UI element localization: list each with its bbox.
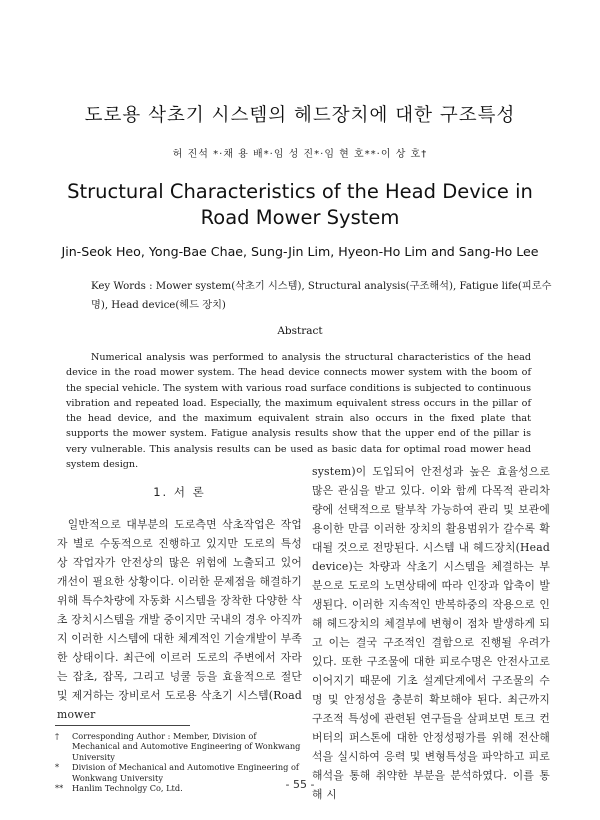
right-column bbox=[312, 462, 550, 804]
footnote-divider bbox=[55, 725, 190, 726]
english-title: Structural Characteristics of the Head Device in Road Mower System bbox=[67, 180, 533, 229]
abstract-body: Numerical analysis was performed to analysis the structural characteristics of the head device in the road mower system. The head device connects mower system with the boom of the special vehicle. The system with various road surface conditions is subjected to continuous vibration and repeated load. Especially, the maximum equivalent stress occurs in the pillar of the head device, and the maximum equivalent strain also occurs in the fixed plate that supports the mower system. Fatigue analysis results show that the upper end of the pillar is very vulnerable. This analysis results can be used as basic data for optimal road mower head system design. bbox=[66, 352, 531, 471]
keywords: Key Words : Mower system(삭초기 시스템), Structural analysis(구조해석), Fatigue life(피로수명), Head device(헤드 장치) bbox=[91, 281, 552, 311]
left-column-text: 일반적으로 대부분의 도로측면 삭초작업은 작업자 별로 수동적으로 진행하고 있지만 도로의 특성 상 작업자가 안전상의 많은 위험에 노출되고 있어 개선이 필요한 상황이다. 이러한 문제점을 해결하기 위해 특수차량에 자동화 시스템을 장착한 다양한 삭초 장치시스템을 개발 중이지만 국내의 경우 아직까지 이러한 시스템에 대한 체계적인 기술개발이 부족한 상태이다. 최근에 이르러 도로의 주변에서 자라는 잡초, 잡목, 그리고 넝쿨 등을 효율적으로 절단 및 제거하는 장비로서 도로용 삭초기 시스템(Road mower bbox=[57, 518, 303, 721]
korean-authors: 허 진석 *·채 용 배*·임 성 진*·임 현 호**·이 상 호† bbox=[172, 149, 428, 160]
english-authors: Jin-Seok Heo, Yong-Bae Chae, Sung-Jin Lim, Hyeon-Ho Lim and Sang-Ho Lee bbox=[61, 244, 539, 259]
footnote-text: Hanlim Technolgy Co, Ltd. bbox=[72, 783, 183, 794]
korean-title: 도로용 삭초기 시스템의 헤드장치에 대한 구조특성 bbox=[84, 105, 516, 126]
footnote-text: Corresponding Author : Member, Division of Mechanical and Automotive Engineering of Wonkwang University bbox=[72, 731, 301, 762]
page-number: - 55 - bbox=[285, 778, 315, 791]
footnote-mark: † bbox=[55, 731, 60, 741]
footnote-mark: * bbox=[55, 762, 60, 773]
footnote bbox=[55, 731, 305, 762]
section-heading: 1. 서 론 bbox=[153, 485, 206, 499]
abstract-heading: Abstract bbox=[277, 325, 323, 337]
left-column bbox=[57, 483, 302, 724]
right-column-text: system)이 도입되어 안전성과 높은 효율성으로 많은 관심을 받고 있다. 이와 함께 다목적 관리차량에 선택적으로 탈부착 가능하여 관리 및 보관에 용이한 만큼 이러한 장치의 활용범위가 갈수록 확대될 것으로 전망된다. 시스템 내 헤드장치(Head device)는 차량과 삭초기 시스템을 체결하는 부분으로 도로의 노면상태에 따라 인장과 압축이 발생된다. 이러한 지속적인 반복하중의 작용으로 인해 헤드장치의 체결부에 변형이 점차 발생하게 되고 이는 결국 구조적인 결함으로 진행될 우려가 있다. 또한 구조물에 대한 피로수명은 안전사고로 이어지기 때문에 기초 설계단계에서 구조물의 수명 및 안정성을 충분히 확보해야 된다. 최근까지 구조적 특성에 관련된 연구들을 살펴보면 토크 컨버터의 퍼스톤에 대한 안정성평가를 위해 전산해석을 실시하여 응력 및 변형특성을 파악하고 피로해석을 통해 취약한 부분을 분석하였다. 이를 통해 시 bbox=[312, 465, 550, 801]
footnote-text: Division of Mechanical and Automotive Engineering of Wonkwang University bbox=[72, 762, 299, 783]
footnote-mark: ** bbox=[55, 783, 64, 794]
